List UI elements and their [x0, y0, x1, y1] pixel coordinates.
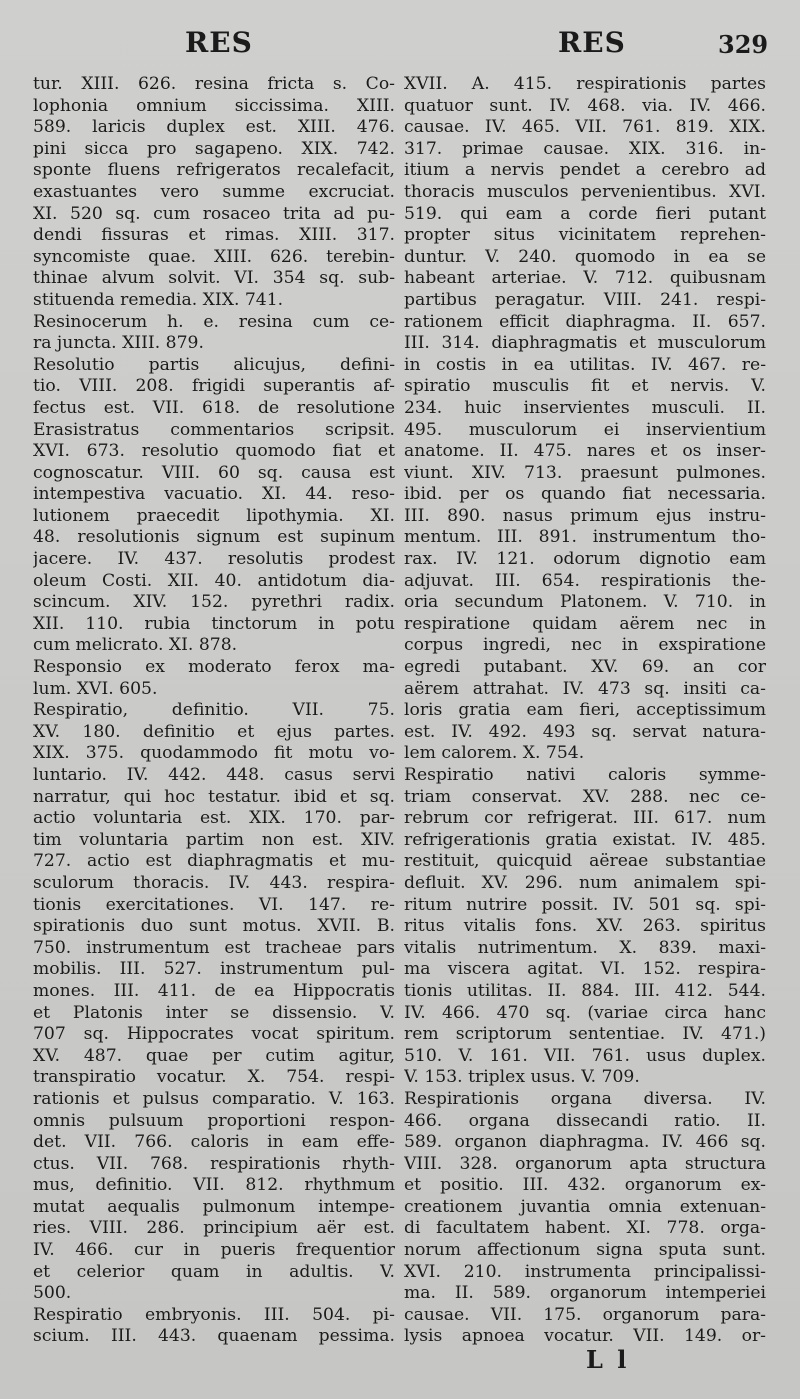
- text-line: 707 sq. Hippocrates vocat spiritum.: [33, 1024, 395, 1045]
- text-line: 750. instrumentum est tracheae pars: [33, 937, 395, 958]
- text-line: dendi fissuras et rimas. XIII. 317.: [33, 225, 395, 246]
- text-line: ra juncta. XIII. 879.: [33, 333, 204, 354]
- text-line: 234. huic inservientes musculi. II.: [404, 397, 766, 418]
- text-line: III. 314. diaphragmatis et musculorum: [404, 333, 766, 354]
- text-line: ibid. per os quando fiat necessaria.: [404, 484, 766, 505]
- text-line: partibus peragatur. VIII. 241. respi-: [404, 289, 766, 310]
- text-line: adjuvat. III. 654. respirationis the-: [404, 570, 766, 591]
- text-line: defluit. XV. 296. num animalem spi-: [404, 872, 766, 893]
- text-line: luntario. IV. 442. 448. casus servi: [33, 765, 395, 785]
- text-line: mentum. III. 891. instrumentum tho-: [404, 527, 766, 548]
- text-line: 510. V. 161. VII. 761. usus duplex.: [404, 1045, 766, 1066]
- text-line: IV. 466. cur in pueris frequentior: [33, 1240, 395, 1261]
- text-line: ctus. VII. 768. respirationis rhyth-: [33, 1153, 395, 1174]
- text-line: rebrum cor refrigerat. III. 617. num: [404, 808, 766, 829]
- text-line: 317. primae causae. XIX. 316. in-: [404, 138, 766, 159]
- text-line: tio. VIII. 208. frigidi superantis af-: [33, 376, 395, 397]
- text-line: narratur, qui hoc testatur. ibid et sq.: [33, 786, 395, 807]
- text-line: XVI. 210. instrumenta principalissi-: [404, 1261, 766, 1282]
- text-line: causae. VII. 175. organorum para-: [404, 1304, 766, 1325]
- text-line: Respiratio embryonis. III. 504. pi-: [33, 1304, 395, 1325]
- text-line: jacere. IV. 437. resolutis prodest: [33, 549, 395, 570]
- text-line: tionis utilitas. II. 884. III. 412. 544.: [404, 980, 766, 1001]
- text-line: XIX. 375. quodammodo fit motu vo-: [33, 743, 395, 764]
- text-line: Respiratio, definitio. VII. 75.: [33, 700, 395, 721]
- text-line: intempestiva vacuatio. XI. 44. reso-: [33, 484, 395, 505]
- text-line: mus, definitio. VII. 812. rhythmum: [33, 1175, 395, 1196]
- text-line: 495. musculorum ei inservientium: [404, 419, 766, 440]
- text-line: Respiratio nativi caloris symme-: [404, 765, 766, 785]
- text-line: aërem attrahat. IV. 473 sq. insiti ca-: [404, 678, 766, 699]
- text-line: fectus est. VII. 618. de resolutione: [33, 397, 395, 418]
- text-line: mobilis. III. 527. instrumentum pul-: [33, 959, 395, 980]
- text-line: est. IV. 492. 493 sq. servat natura-: [404, 721, 766, 742]
- text-line: 500.: [33, 1283, 72, 1304]
- text-line: di facultatem habent. XI. 778. orga-: [404, 1218, 766, 1239]
- text-line: rem scriptorum sententiae. IV. 471.): [404, 1024, 766, 1045]
- text-line: ma viscera agitat. VI. 152. respira-: [404, 959, 766, 980]
- text-line: Resolutio partis alicujus, defini-: [33, 354, 395, 375]
- text-line: IV. 466. 470 sq. (variae circa hanc: [404, 1002, 766, 1023]
- header-left-word: RES: [185, 26, 253, 59]
- page-number: 329: [718, 30, 769, 59]
- text-line: Resinocerum h. e. resina cum ce-: [33, 311, 395, 332]
- text-line: XVI. 673. resolutio quomodo fiat et: [33, 441, 395, 462]
- text-line: rationis et pulsus comparatio. V. 163.: [33, 1088, 395, 1109]
- text-line: Erasistratus commentarios scripsit.: [33, 419, 395, 440]
- text-line: et celerior quam in adultis. V.: [33, 1261, 395, 1282]
- text-line: anatome. II. 475. nares et os inser-: [404, 441, 766, 462]
- right-text-column: [404, 74, 766, 1348]
- text-line: loris gratia eam fieri, acceptissimum: [404, 700, 766, 721]
- text-line: mones. III. 411. de ea Hippocratis: [33, 980, 395, 1001]
- text-line: actio voluntaria est. XIX. 170. par-: [33, 808, 395, 829]
- text-line: det. VII. 766. caloris in eam effe-: [33, 1132, 395, 1153]
- text-line: oria secundum Platonem. V. 710. in: [404, 592, 766, 613]
- text-line: rax. IV. 121. odorum dignotio eam: [404, 549, 766, 570]
- text-line: cognoscatur. VIII. 60 sq. causa est: [33, 462, 395, 483]
- text-line: ritum nutrire possit. IV. 501 sq. spi-: [404, 894, 766, 915]
- text-line: scium. III. 443. quaenam pessima.: [33, 1326, 395, 1347]
- text-line: tim voluntaria partim non est. XIV.: [33, 829, 395, 850]
- text-line: thinae alvum solvit. VI. 354 sq. sub-: [33, 268, 395, 289]
- text-line: triam conservat. XV. 288. nec ce-: [404, 786, 766, 807]
- left-text-column: [33, 74, 395, 1348]
- text-line: XV. 180. definitio et ejus partes.: [33, 721, 395, 742]
- text-line: spirationis duo sunt motus. XVII. B.: [33, 916, 395, 937]
- signature-mark: L l: [586, 1345, 630, 1374]
- text-line: Respirationis organa diversa. IV.: [404, 1088, 766, 1109]
- text-line: XI. 520 sq. cum rosaceo trita ad pu-: [33, 203, 395, 224]
- text-line: corpus ingredi, nec in exspiratione: [404, 635, 766, 656]
- text-line: III. 890. nasus primum ejus instru-: [404, 505, 766, 526]
- text-line: vitalis nutrimentum. X. 839. maxi-: [404, 937, 766, 958]
- text-line: quatuor sunt. IV. 468. via. IV. 466.: [404, 95, 766, 116]
- text-line: ries. VIII. 286. principium aër est.: [33, 1218, 395, 1239]
- text-line: 589. laricis duplex est. XIII. 476.: [33, 117, 395, 138]
- text-line: creationem juvantia omnia extenuan-: [404, 1196, 766, 1217]
- text-line: mutat aequalis pulmonum intempe-: [33, 1196, 395, 1217]
- text-line: pini sicca pro sagapeno. XIX. 742.: [33, 138, 395, 159]
- text-line: 589. organon diaphragma. IV. 466 sq.: [404, 1132, 766, 1153]
- text-line: itium a nervis pendet a cerebro ad: [404, 160, 766, 181]
- text-line: 48. resolutionis signum est supinum: [33, 527, 395, 548]
- text-line: omnis pulsuum proportioni respon-: [33, 1110, 395, 1131]
- text-line: restituit, quicquid aëreae substantiae: [404, 851, 766, 872]
- text-line: egredi putabant. XV. 69. an cor: [404, 657, 766, 678]
- text-line: lum. XVI. 605.: [33, 678, 158, 699]
- text-line: duntur. V. 240. quomodo in ea se: [404, 246, 766, 267]
- text-line: et Platonis inter se dissensio. V.: [33, 1002, 395, 1023]
- text-line: lophonia omnium siccissima. XIII.: [33, 95, 395, 116]
- text-line: ma. II. 589. organorum intemperiei: [404, 1283, 766, 1304]
- text-line: refrigerationis gratia existat. IV. 485.: [404, 829, 766, 850]
- text-line: Responsio ex moderato ferox ma-: [33, 657, 395, 678]
- text-line: ritus vitalis fons. XV. 263. spiritus: [404, 916, 766, 937]
- text-line: transpiratio vocatur. X. 754. respi-: [33, 1067, 395, 1088]
- text-line: viunt. XIV. 713. praesunt pulmones.: [404, 462, 766, 483]
- text-line: in costis in ea utilitas. IV. 467. re-: [404, 354, 766, 375]
- text-line: scincum. XIV. 152. pyrethri radix.: [33, 592, 395, 613]
- running-header: [0, 26, 800, 66]
- text-line: sponte fluens refrigeratos recalefacit,: [33, 160, 395, 181]
- text-line: causae. IV. 465. VII. 761. 819. XIX.: [404, 117, 766, 138]
- text-line: spiratio musculis fit et nervis. V.: [404, 376, 766, 397]
- text-line: habeant arteriae. V. 712. quibusnam: [404, 268, 766, 289]
- text-line: tionis exercitationes. VI. 147. re-: [33, 894, 395, 915]
- text-line: cum melicrato. XI. 878.: [33, 635, 238, 656]
- header-right-word: RES: [558, 26, 626, 59]
- text-line: stituenda remedia. XIX. 741.: [33, 289, 284, 310]
- text-line: rationem efficit diaphragma. II. 657.: [404, 311, 766, 332]
- text-line: sculorum thoracis. IV. 443. respira-: [33, 872, 395, 893]
- text-line: respiratione quidam aërem nec in: [404, 613, 766, 634]
- text-line: 466. organa dissecandi ratio. II.: [404, 1110, 766, 1131]
- text-line: VIII. 328. organorum apta structura: [404, 1153, 766, 1174]
- text-line: syncomiste quae. XIII. 626. terebin-: [33, 246, 395, 267]
- text-line: lem calorem. X. 754.: [404, 743, 585, 764]
- text-line: lysis apnoea vocatur. VII. 149. or-: [404, 1326, 766, 1347]
- text-line: XII. 110. rubia tinctorum in potu: [33, 613, 395, 634]
- text-line: lutionem praecedit lipothymia. XI.: [33, 505, 395, 526]
- text-line: tur. XIII. 626. resina fricta s. Co-: [33, 74, 395, 94]
- text-line: 519. qui eam a corde fieri putant: [404, 203, 766, 224]
- text-line: norum affectionum signa sputa sunt.: [404, 1240, 766, 1261]
- text-line: oleum Costi. XII. 40. antidotum dia-: [33, 570, 395, 591]
- text-line: thoracis musculos pervenientibus. XVI.: [404, 181, 766, 202]
- text-line: V. 153. triplex usus. V. 709.: [404, 1067, 640, 1088]
- text-line: XVII. A. 415. respirationis partes: [404, 74, 766, 94]
- text-line: et positio. III. 432. organorum ex-: [404, 1175, 766, 1196]
- text-line: 727. actio est diaphragmatis et mu-: [33, 851, 395, 872]
- text-line: exastuantes vero summe excruciat.: [33, 181, 395, 202]
- text-line: XV. 487. quae per cutim agitur,: [33, 1045, 395, 1066]
- text-line: propter situs vicinitatem reprehen-: [404, 225, 766, 246]
